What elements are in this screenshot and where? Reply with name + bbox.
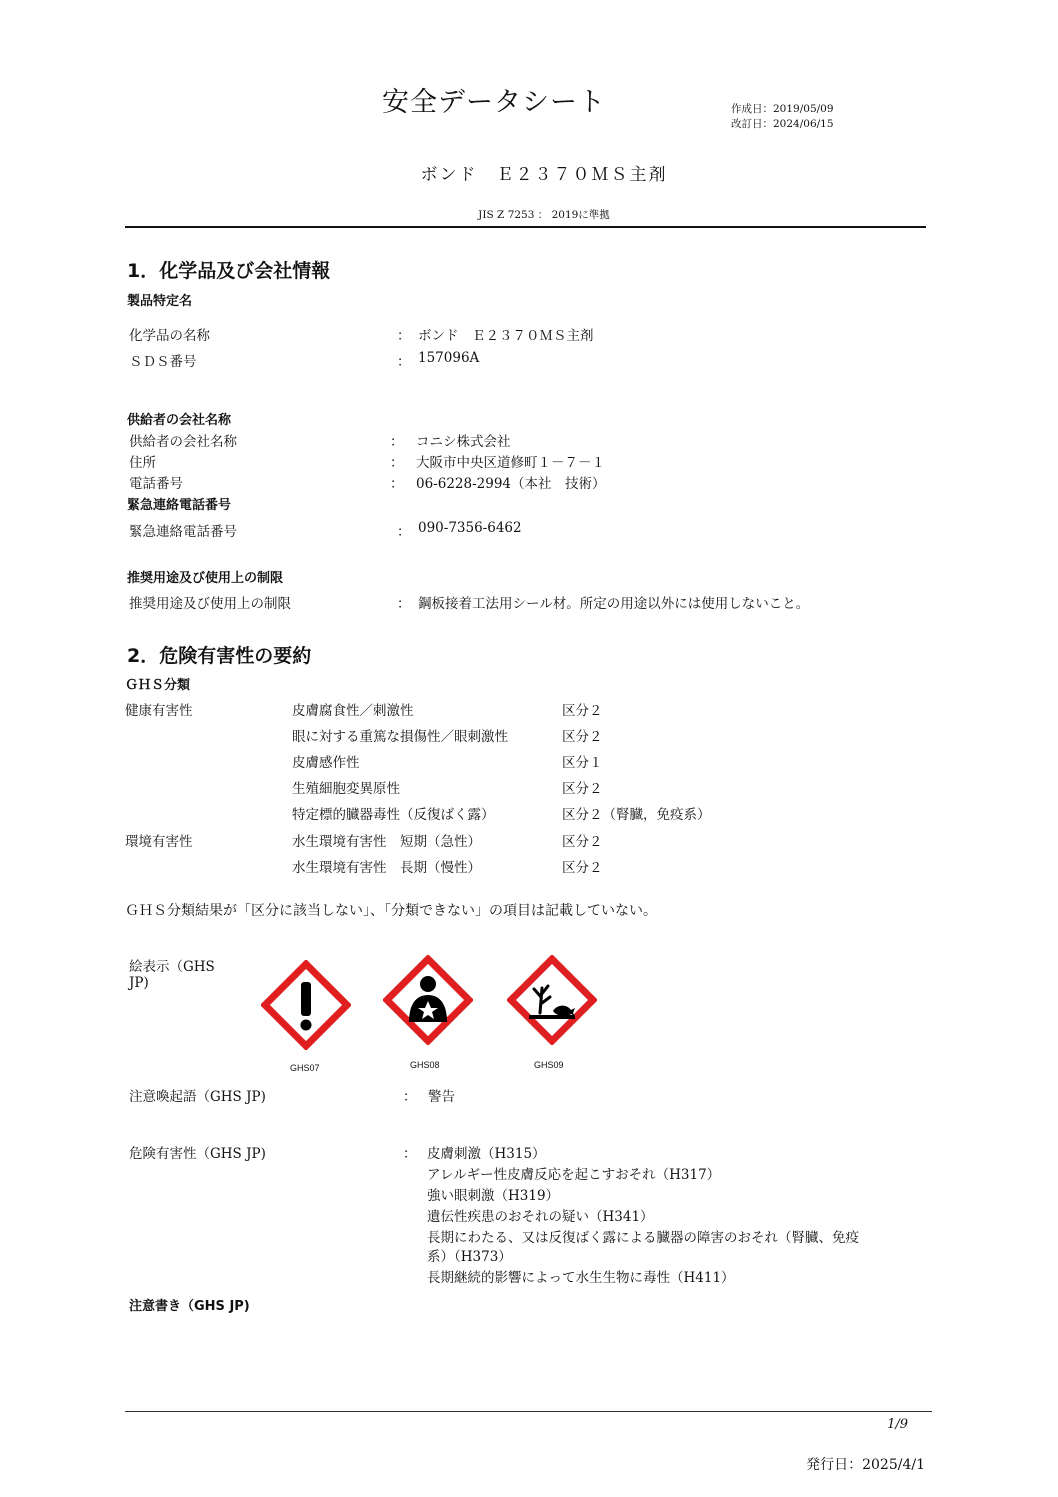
separator: ： [390, 434, 404, 450]
sds-number-label: ＳＤＳ番号 [129, 354, 197, 370]
hazard-class: 眼に対する重篤な損傷性／眼刺激性 [292, 729, 508, 745]
section1-heading: 1．化学品及び会社情報 [127, 260, 331, 282]
section2-heading: 2．危険有害性の要約 [127, 645, 312, 667]
use-heading: 推奨用途及び使用上の制限 [127, 571, 284, 586]
sds-number-value: 157096A [418, 350, 480, 366]
hazard-statement: アレルギー性皮膚反応を起こすおそれ（H317） [427, 1167, 721, 1183]
emergency-label: 緊急連絡電話番号 [129, 524, 237, 540]
ghs-note: ＧＨＳ分類結果が「区分に該当しない」、「分類できない」の項目は記載していない。 [125, 903, 657, 919]
hazard-category: 区分２（腎臓，免疫系） [562, 807, 711, 823]
environmental-hazard-label: 環境有害性 [125, 834, 193, 850]
hazard-category: 区分２ [562, 703, 603, 719]
ghs08-code: GHS08 [410, 1060, 440, 1070]
hazard-class: 水生環境有害性 短期（急性） [292, 834, 481, 850]
pictogram-label: 絵表示（GHS [129, 959, 215, 975]
product-name-value: ボンド Ｅ２３７０ＭＳ主剤 [418, 328, 594, 344]
pictogram-label-cont: JP) [129, 975, 149, 991]
standard-reference: JIS Z 7253 ： 2019に準拠 [478, 209, 610, 221]
exclamation-mark-icon [261, 960, 351, 1050]
emergency-value: 090-7356-6462 [418, 520, 522, 536]
hazard-statement: 長期継続的影響によって水生生物に毒性（H411） [427, 1270, 735, 1286]
hazard-class: 特定標的臓器毒性（反復ばく露） [292, 807, 495, 823]
hazard-statement: 皮膚刺激（H315） [427, 1146, 546, 1162]
separator: ： [390, 476, 404, 492]
separator: ： [397, 524, 411, 540]
hazard-class: 皮膚感作性 [292, 755, 360, 771]
product-id-heading: 製品特定名 [127, 294, 193, 309]
hazard-category: 区分１ [562, 755, 603, 771]
ghs07-code: GHS07 [290, 1063, 320, 1073]
product-title: ボンド Ｅ２３７０ＭＳ主剤 [420, 165, 668, 185]
issue-date: 発行日：2025/4/1 [806, 1457, 925, 1473]
separator: ： [403, 1146, 417, 1162]
address-label: 住所 [129, 455, 156, 471]
separator: ： [397, 596, 411, 612]
separator: ： [403, 1089, 417, 1105]
hazard-statement: 長期にわたる、又は反復ばく露による臓器の障害のおそれ（腎臓、免疫 [427, 1230, 859, 1246]
separator: ： [397, 328, 411, 344]
hazard-class: 皮膚腐食性／刺激性 [292, 703, 414, 719]
emergency-heading: 緊急連絡電話番号 [127, 498, 232, 513]
address-value: 大阪市中央区道修町１－７－１ [416, 455, 605, 471]
revised-date: 改訂日：2024/06/15 [731, 118, 834, 130]
health-hazard-label: 健康有害性 [125, 703, 193, 719]
signal-word-value: 警告 [428, 1089, 455, 1105]
health-hazard-icon [383, 955, 473, 1045]
hazard-class: 水生環境有害性 長期（慢性） [292, 860, 481, 876]
supplier-value: コニシ株式会社 [416, 434, 511, 450]
ghs-classification-heading: ＧＨＳ分類 [125, 678, 191, 693]
footer-divider [125, 1411, 932, 1412]
hazard-class: 生殖細胞変異原性 [292, 781, 400, 797]
header-divider [125, 226, 926, 228]
product-name-label: 化学品の名称 [129, 328, 210, 344]
page-number: 1/9 [887, 1417, 908, 1432]
hazard-statement: 遺伝性疾患のおそれの疑い（H341） [427, 1209, 654, 1225]
separator: ： [397, 354, 411, 370]
document-title: 安全データシート [382, 87, 606, 118]
separator: ： [390, 455, 404, 471]
precaution-heading: 注意書き（GHS JP) [129, 1299, 250, 1314]
ghs09-code: GHS09 [534, 1060, 564, 1070]
hazard-statements-label: 危険有害性（GHS JP) [129, 1146, 266, 1162]
hazard-category: 区分２ [562, 834, 603, 850]
hazard-category: 区分２ [562, 860, 603, 876]
phone-label: 電話番号 [129, 476, 183, 492]
supplier-label: 供給者の会社名称 [129, 434, 237, 450]
hazard-category: 区分２ [562, 729, 603, 745]
phone-value: 06-6228-2994（本社 技術） [416, 476, 606, 492]
created-date: 作成日：2019/05/09 [731, 103, 834, 115]
use-value: 鋼板接着工法用シール材。所定の用途以外には使用しないこと。 [418, 596, 810, 612]
use-label: 推奨用途及び使用上の制限 [129, 596, 291, 612]
hazard-statement: 強い眼刺激（H319） [427, 1188, 560, 1204]
supplier-heading: 供給者の会社名称 [127, 413, 232, 428]
environment-icon [507, 955, 597, 1045]
hazard-category: 区分２ [562, 781, 603, 797]
signal-word-label: 注意喚起語（GHS JP) [129, 1089, 266, 1105]
hazard-statement: 系）（H373） [427, 1249, 512, 1265]
dates-block [731, 102, 834, 132]
